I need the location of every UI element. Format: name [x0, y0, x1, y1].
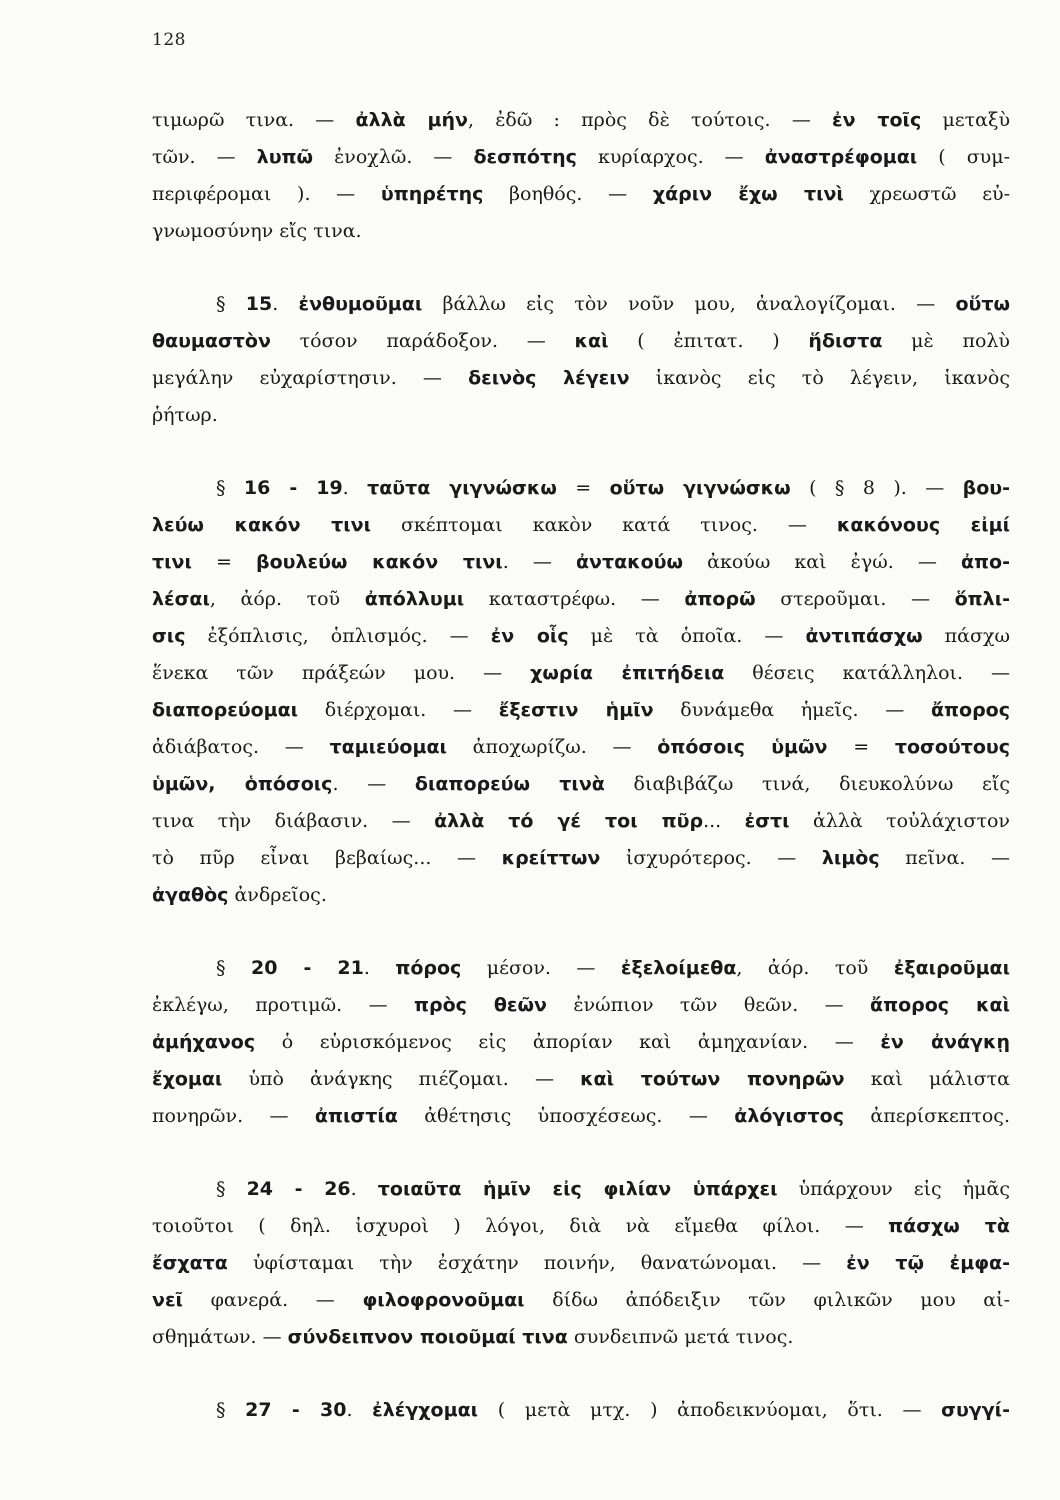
text-line: τιμωρῶ τινα. — ἀλλὰ μήν, ἐδῶ : πρὸς δὲ τούτοις. — ἐν τοῖς μεταξὺ — [152, 109, 1010, 131]
text-line: § 27 - 30. ἐλέγχομαι ( μετὰ μτχ. ) ἀποδεικνύομαι, ὅτι. — συγγί- — [216, 1399, 1010, 1421]
text-line: ἔχομαι ὑπὸ ἀνάγκης πιέζομαι. — καὶ τούτων πονηρῶν καὶ μάλιστα — [152, 1068, 1010, 1090]
text-line: σις ἐξόπλισις, ὁπλισμός. — ἐν οἷς μὲ τὰ ὁποῖα. — ἀντιπάσχω πάσχω — [152, 625, 1010, 647]
text-line: τινα τὴν διάβασιν. — ἀλλὰ τό γέ τοι πῦρ... ἐστι ἀλλὰ τοὐλάχιστον — [152, 810, 1010, 832]
text-line: διαπορεύομαι διέρχομαι. — ἔξεστιν ἡμῖν δυνάμεθα ἡμεῖς. — ἄπορος — [152, 699, 1010, 721]
text-line: λέσαι, ἀόρ. τοῦ ἀπόλλυμι καταστρέφω. — ἀπορῶ στεροῦμαι. — ὅπλι- — [152, 588, 1010, 610]
text-line: σθημάτων. — σύνδειπνον ποιοῦμαί τινα συνδειπνῶ μετά τινος. — [152, 1326, 794, 1348]
text-line: γνωμοσύνην εἴς τινα. — [152, 220, 362, 242]
text-line: λεύω κακόν τινι σκέπτομαι κακὸν κατά τινος. — κακόνους εἰμί — [152, 514, 1010, 536]
paragraph-gap — [152, 250, 1010, 286]
text-line: ῥήτωρ. — [152, 404, 218, 426]
text-line: ἀμήχανος ὁ εὑρισκόμενος εἰς ἀπορίαν καὶ ἀμηχανίαν. — ἐν ἀνάγκῃ — [152, 1031, 1010, 1053]
text-line: τινι = βουλεύω κακόν τινι. — ἀντακούω ἀκούω καὶ ἐγώ. — ἀπο- — [152, 551, 1010, 573]
paragraph-gap — [152, 1135, 1010, 1171]
text-line: μεγάλην εὐχαρίστησιν. — δεινὸς λέγειν ἱκανὸς εἰς τὸ λέγειν, ἱκανὸς — [152, 367, 1010, 389]
paragraph-gap — [152, 1356, 1010, 1392]
page-body — [152, 102, 1010, 1429]
text-line: ἐκλέγω, προτιμῶ. — πρὸς θεῶν ἐνώπιον τῶν θεῶν. — ἄπορος καὶ — [152, 994, 1010, 1016]
text-line: § 20 - 21. πόρος μέσον. — ἐξελοίμεθα, ἀόρ. τοῦ ἐξαιροῦμαι — [216, 957, 1010, 979]
text-line: ἕνεκα τῶν πράξεών μου. — χωρία ἐπιτήδεια θέσεις κατάλληλοι. — — [152, 662, 1010, 684]
text-line: πονηρῶν. — ἀπιστία ἀθέτησις ὑποσχέσεως. — ἀλόγιστος ἀπερίσκεπτος. — [152, 1105, 1010, 1127]
text-line: ἀδιάβατος. — ταμιεύομαι ἀποχωρίζω. — ὁπόσοις ὑμῶν = τοσούτους — [152, 736, 1010, 758]
text-line: νεῖ φανερά. — φιλοφρονοῦμαι δίδω ἀπόδειξιν τῶν φιλικῶν μου αἰ- — [152, 1289, 1010, 1311]
text-line: τῶν. — λυπῶ ἐνοχλῶ. — δεσπότης κυρίαρχος. — ἀναστρέφομαι ( συμ- — [152, 146, 1010, 168]
paragraph-gap — [152, 434, 1010, 470]
text-line: ἔσχατα ὑφίσταμαι τὴν ἐσχάτην ποινήν, θανατώνομαι. — ἐν τῷ ἐμφα- — [152, 1252, 1010, 1274]
text-line: § 16 - 19. ταῦτα γιγνώσκω = οὕτω γιγνώσκω ( § 8 ). — βου- — [216, 477, 1010, 499]
text-line: τὸ πῦρ εἶναι βεβαίως... — κρείττων ἰσχυρότερος. — λιμὸς πεῖνα. — — [152, 847, 1010, 869]
text-line: § 15. ἐνθυμοῦμαι βάλλω εἰς τὸν νοῦν μου, ἀναλογίζομαι. — οὕτω — [216, 293, 1010, 315]
text-line: ὑμῶν, ὁπόσοις. — διαπορεύω τινὰ διαβιβάζω τινά, διευκολύνω εἴς — [152, 773, 1010, 795]
page-number: 128 — [152, 30, 186, 50]
text-line: περιφέρομαι ). — ὑπηρέτης βοηθός. — χάριν ἔχω τινὶ χρεωστῶ εὐ- — [152, 183, 1010, 205]
paragraph-gap — [152, 914, 1010, 950]
text-line: τοιοῦτοι ( δηλ. ἰσχυροὶ ) λόγοι, διὰ νὰ εἴμεθα φίλοι. — πάσχω τὰ — [152, 1215, 1010, 1237]
text-line: θαυμαστὸν τόσον παράδοξον. — καὶ ( ἐπιτατ. ) ἥδιστα μὲ πολὺ — [152, 330, 1010, 352]
text-line: ἀγαθὸς ἀνδρεῖος. — [152, 884, 327, 906]
text-line: § 24 - 26. τοιαῦτα ἡμῖν εἰς φιλίαν ὑπάρχει ὑπάρχουν εἰς ἡμᾶς — [216, 1178, 1010, 1200]
